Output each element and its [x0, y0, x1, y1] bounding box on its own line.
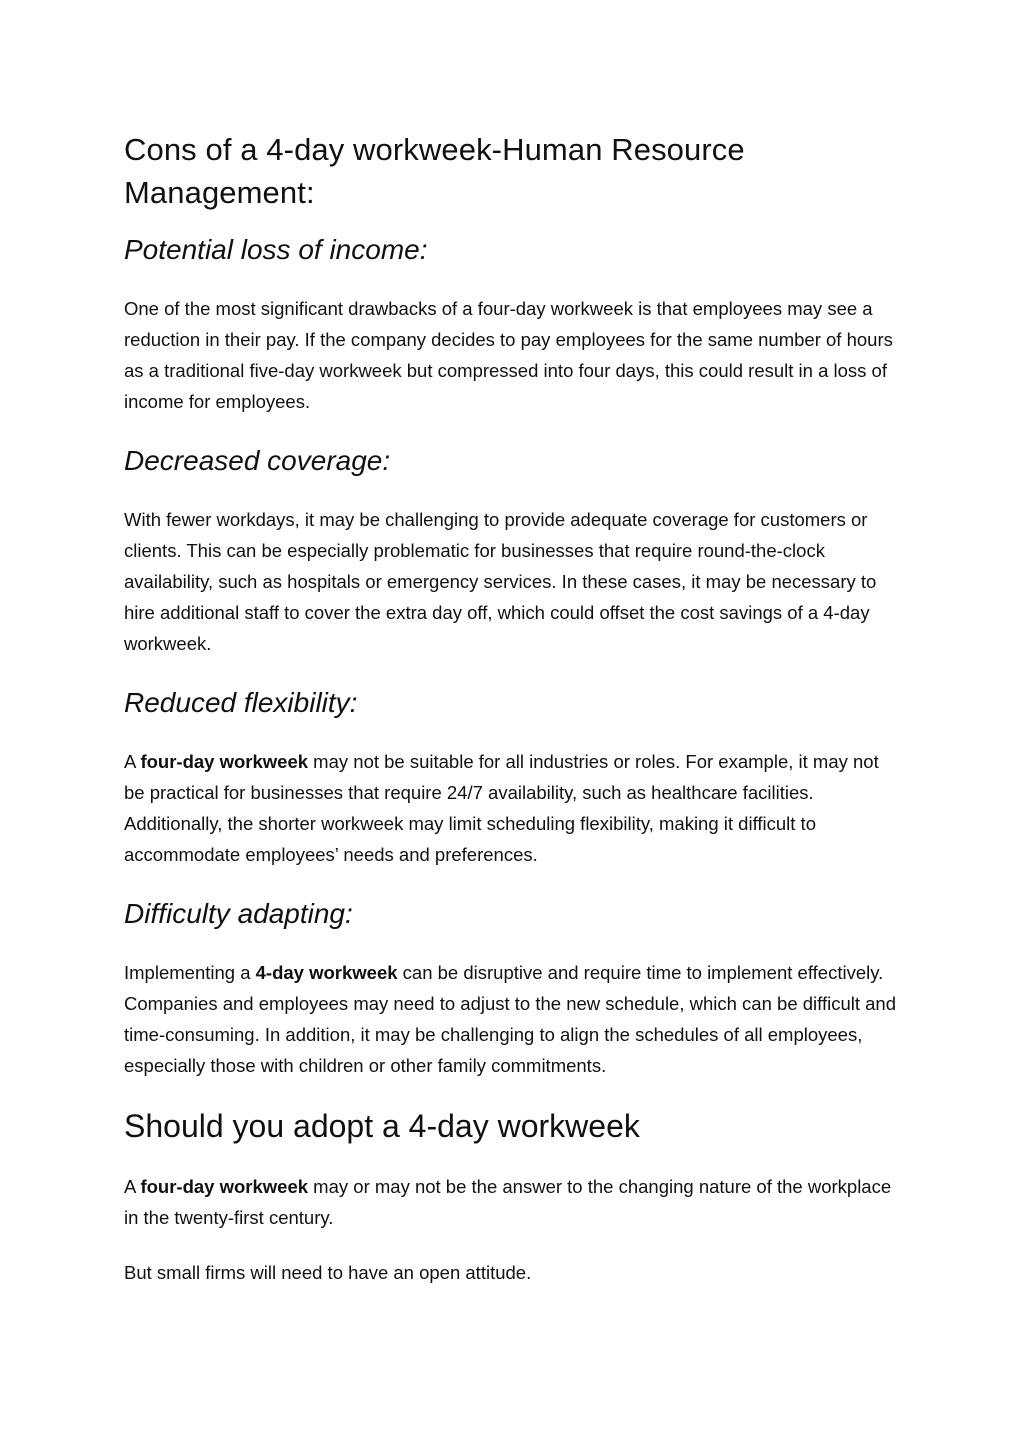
section-body-adapting-suffix: can be disruptive and require time to implement effectively. Companies and employees may need to adjust to the new schedule, which can be difficult and time-consuming. In addition, it may be challenging to align the schedules of all employees, especially those with children or other family commitments.	[124, 962, 896, 1076]
conclusion-paragraph-1-prefix: A	[124, 1176, 141, 1197]
section-heading-income: Potential loss of income:	[124, 234, 428, 265]
section-body-flexibility-bold: four-day workweek	[140, 751, 309, 772]
section-heading-flexibility: Reduced flexibility:	[124, 687, 358, 718]
conclusion-paragraph-1	[124, 1171, 904, 1233]
section-body-adapting-bold: 4-day workweek	[255, 962, 398, 983]
document-title: Cons of a 4-day workweek-Human Resource Management:	[124, 132, 745, 210]
section-body-income: One of the most significant drawbacks of a four-day workweek is that employees may see a reduction in their pay. If the company decides to pay employees for the same number of hours as a traditional five-day workweek but compressed into four days, this could result in a loss of income for employees.	[124, 298, 893, 412]
conclusion-paragraph-1-suffix: may or may not be the answer to the changing nature of the workplace in the twenty-first century.	[124, 1176, 892, 1228]
section-body-coverage: With fewer workdays, it may be challenging to provide adequate coverage for customers or clients. This can be especially problematic for businesses that require round-the-clock availability, such as hospitals or emergency services. In these cases, it may be necessary to hire additional staff to cover the extra day off, which could offset the cost savings of a 4-day workweek.	[124, 509, 877, 654]
section-body-flexibility-prefix: A	[124, 751, 141, 772]
conclusion-heading: Should you adopt a 4-day workweek	[124, 1108, 640, 1144]
section-body-adapting	[124, 957, 904, 1081]
section-body-flexibility	[124, 746, 904, 870]
document-page	[124, 128, 904, 1288]
conclusion-paragraph-1-bold: four-day workweek	[140, 1176, 309, 1197]
section-heading-coverage: Decreased coverage:	[124, 445, 391, 476]
section-heading-adapting: Difficulty adapting:	[124, 898, 353, 929]
conclusion-paragraph-2: But small firms will need to have an open attitude.	[124, 1262, 532, 1283]
section-body-flexibility-suffix: may not be suitable for all industries or roles. For example, it may not be practical for businesses that require 24/7 availability, such as healthcare facilities. Additionally, the shorter workweek may limit scheduling flexibility, making it difficult to accommodate employees’ needs and preferences.	[124, 751, 879, 865]
section-body-adapting-prefix: Implementing a	[124, 962, 256, 983]
